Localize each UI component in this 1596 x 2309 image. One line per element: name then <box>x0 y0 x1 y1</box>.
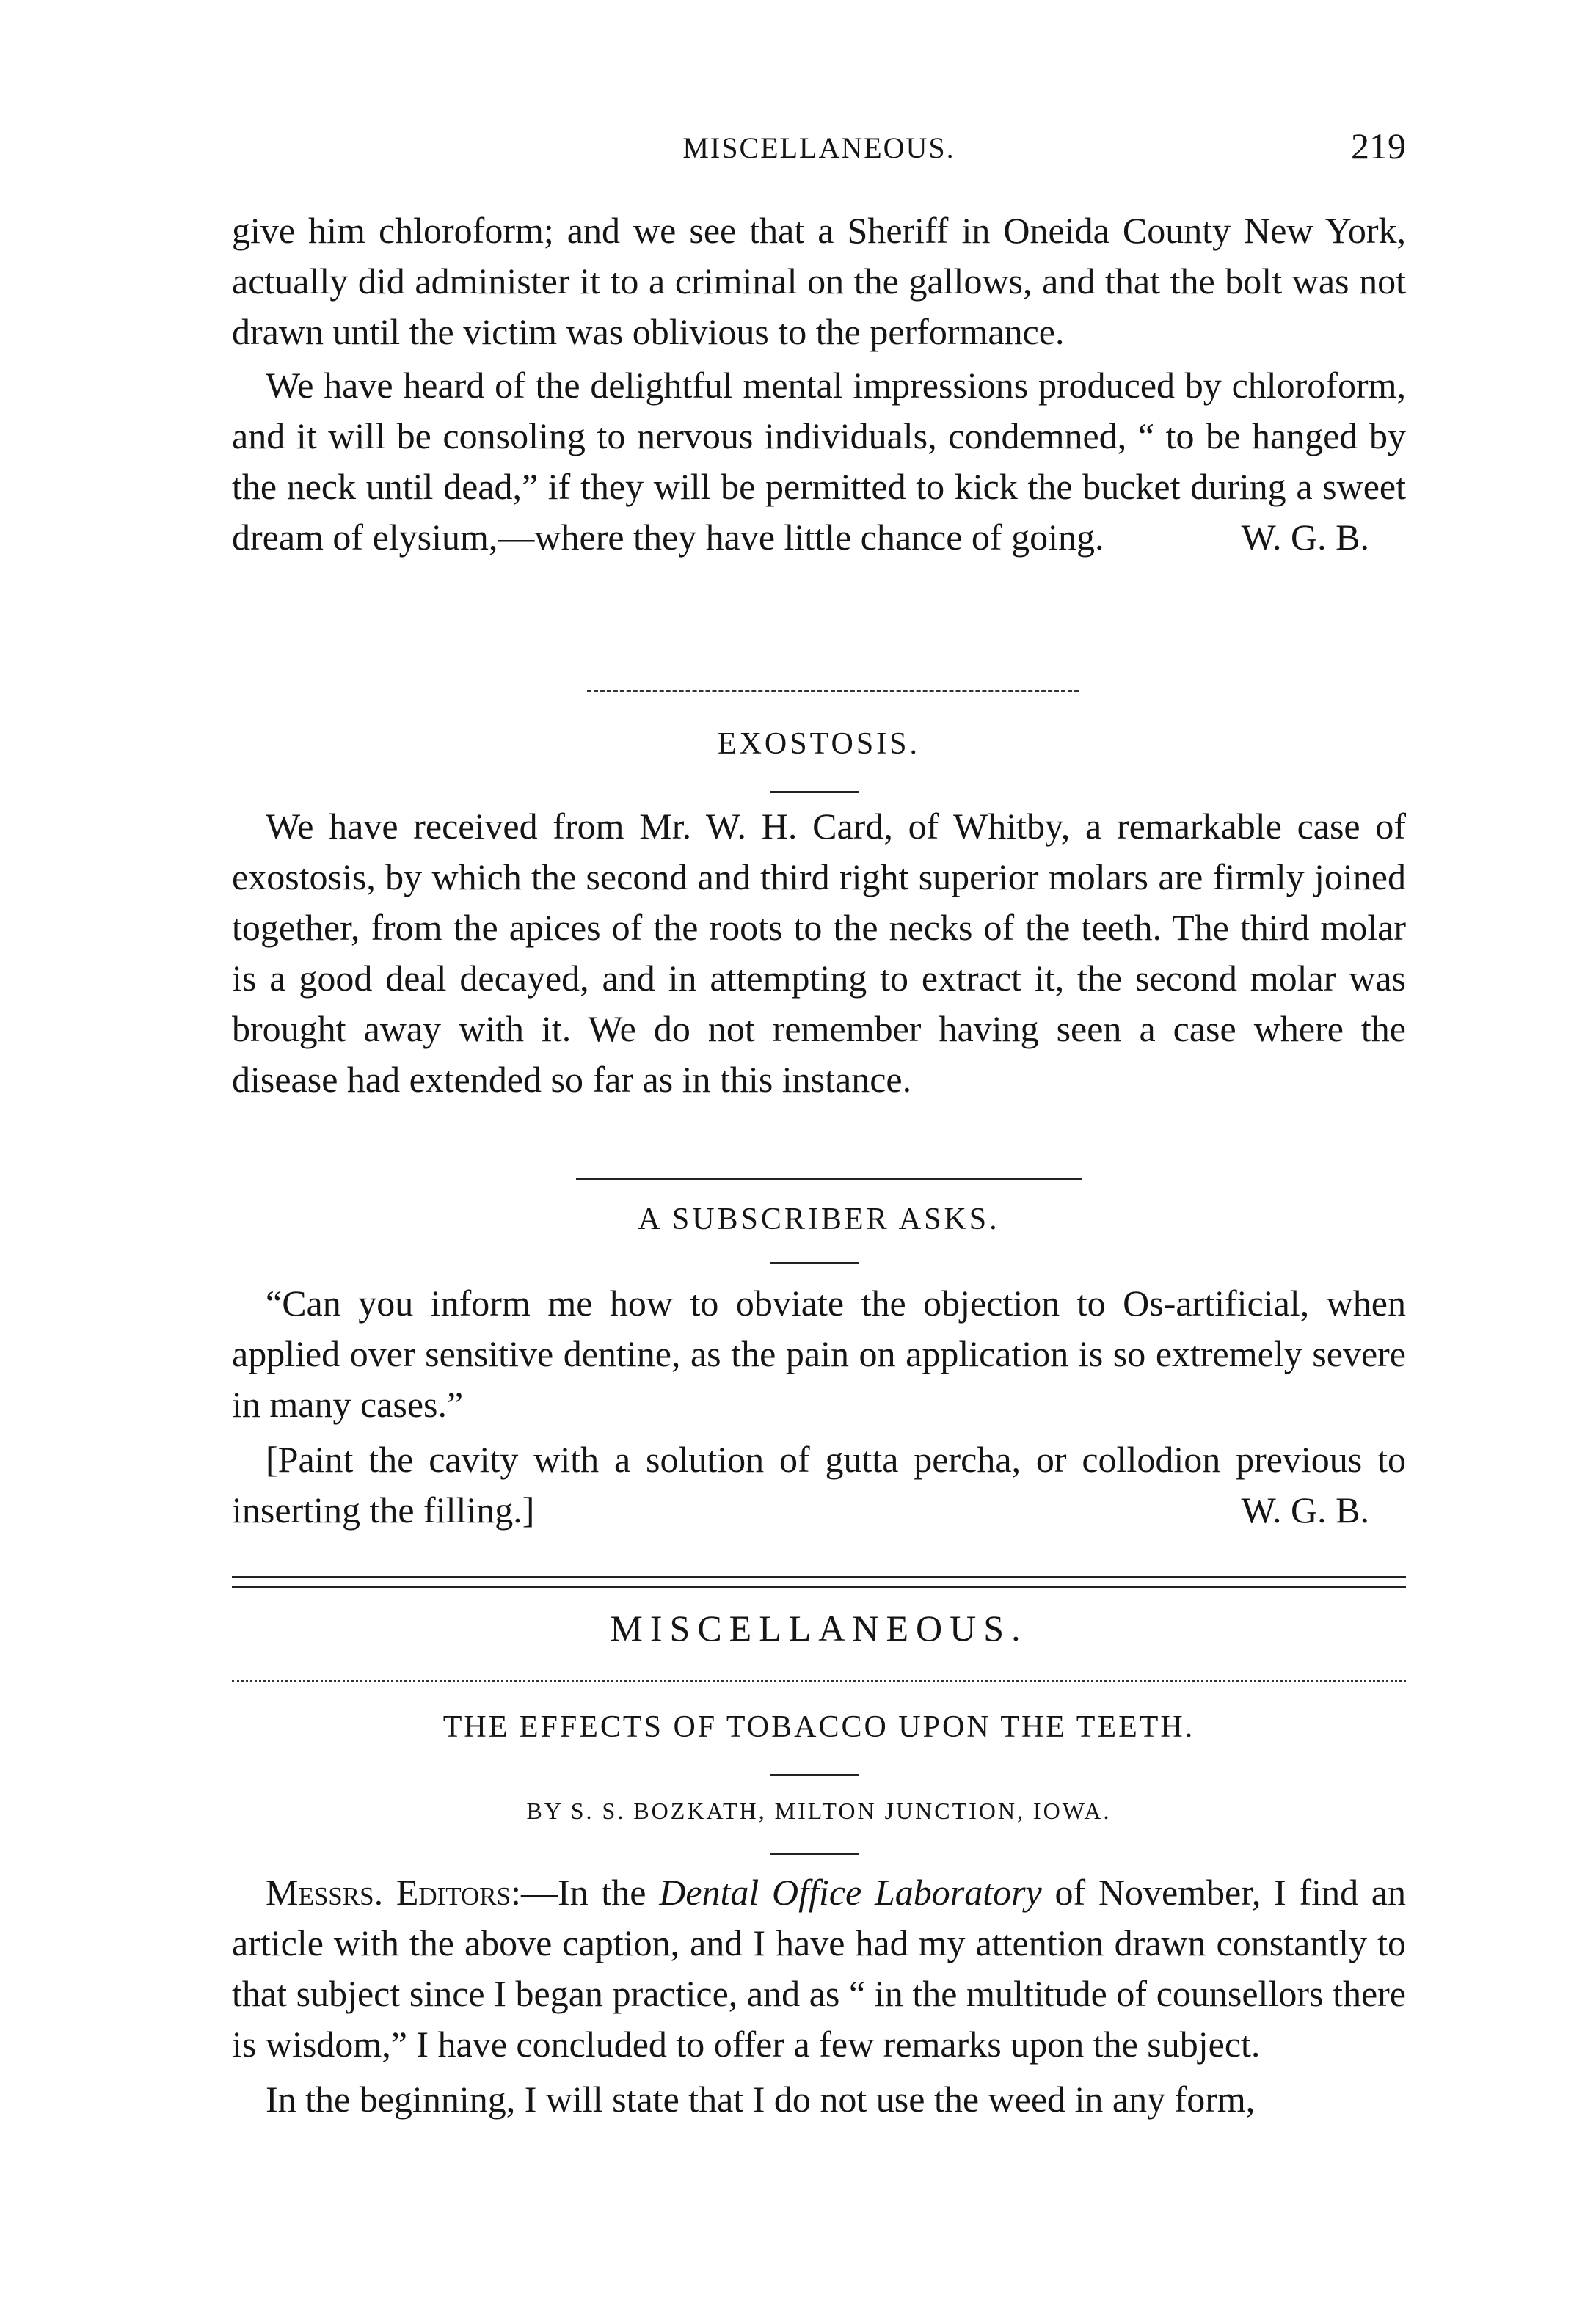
subscriber-question: “Can you inform me how to obviate the objection to Os-artificial, when applied over sensitive dentine, as the pain on application is so extremely severe in many cases.” <box>232 1283 1406 1425</box>
intro-signature: W. G. B. <box>1241 517 1369 558</box>
section-divider-1 <box>587 690 1079 692</box>
exostosis-title: EXOSTOSIS. <box>717 727 921 761</box>
misc-heading: MISCELLANEOUS. <box>610 1608 1028 1649</box>
subscriber-title: A SUBSCRIBER ASKS. <box>638 1203 1000 1236</box>
misc-heading-rule <box>232 1680 1406 1682</box>
subscriber-title-rule <box>770 1262 859 1264</box>
article-paragraph-1 <box>232 1867 1406 2070</box>
article-paragraph-1-lead: —In the <box>521 1872 660 1913</box>
page-number: 219 <box>1351 125 1406 167</box>
running-title: MISCELLANEOUS. <box>682 131 955 164</box>
intro-paragraph-2 <box>232 360 1406 563</box>
double-rule-bottom <box>232 1586 1406 1588</box>
article-paragraph-1-rest: of November, I find an article with the above caption, and I have had my attention drawn constantly to that subject since I began practice, and as “ in the multitude of counsellors there is wisdom,” I have concluded to offer a few remarks upon the subject. <box>232 1872 1406 2065</box>
exostosis-section <box>232 801 1406 1105</box>
subscriber-answer <box>232 1434 1406 1536</box>
section-divider-2 <box>576 1178 1082 1180</box>
article-title-rule <box>770 1774 859 1776</box>
intro-paragraph-1: give him chloroform; and we see that a Sheriff in Oneida County New York, actually did administer it to a criminal on the gallows, and that the bolt was not drawn until the victim was oblivious to the performance. <box>232 210 1406 352</box>
exostosis-paragraph: We have received from Mr. W. H. Card, of Whitby, a remarkable case of exostosis, by which the second and third right superior molars are firmly joined together, from the apices of the roots to the necks of the teeth. The third molar is a good deal decayed, and in attempting to extract it, the second molar was brought away with it. We do not remember having seen a case where the disease had extended so far as in this instance. <box>232 806 1406 1100</box>
intro-section <box>232 205 1406 563</box>
journal-name: Dental Office Laboratory <box>659 1872 1042 1913</box>
intro-paragraph-2-text: We have heard of the delightful mental impressions produced by chloroform, and it will be consoling to nervous individuals, condemned, “ to be hanged by the neck until dead,” if they will be permitted to kick the bucket during a sweet dream of elysium,—where they have little chance of going. <box>232 365 1406 558</box>
subscriber-signature: W. G. B. <box>1241 1489 1369 1531</box>
subscriber-answer-text: [Paint the cavity with a solution of gutta percha, or collodion previous to inserting the filling.] <box>232 1439 1406 1531</box>
double-rule-top <box>232 1576 1406 1578</box>
article-body <box>232 1867 1406 2125</box>
byline-rule <box>770 1853 859 1855</box>
subscriber-section <box>232 1278 1406 1536</box>
article-paragraph-2: In the beginning, I will state that I do not use the weed in any form, <box>266 2079 1256 2120</box>
article-byline: BY S. S. BOZKATH, MILTON JUNCTION, IOWA. <box>526 1798 1112 1824</box>
salutation: Messrs. Editors: <box>266 1872 522 1913</box>
running-header <box>232 125 1406 176</box>
exostosis-title-rule <box>770 791 859 793</box>
article-title: THE EFFECTS OF TOBACCO UPON THE TEETH. <box>442 1710 1195 1744</box>
